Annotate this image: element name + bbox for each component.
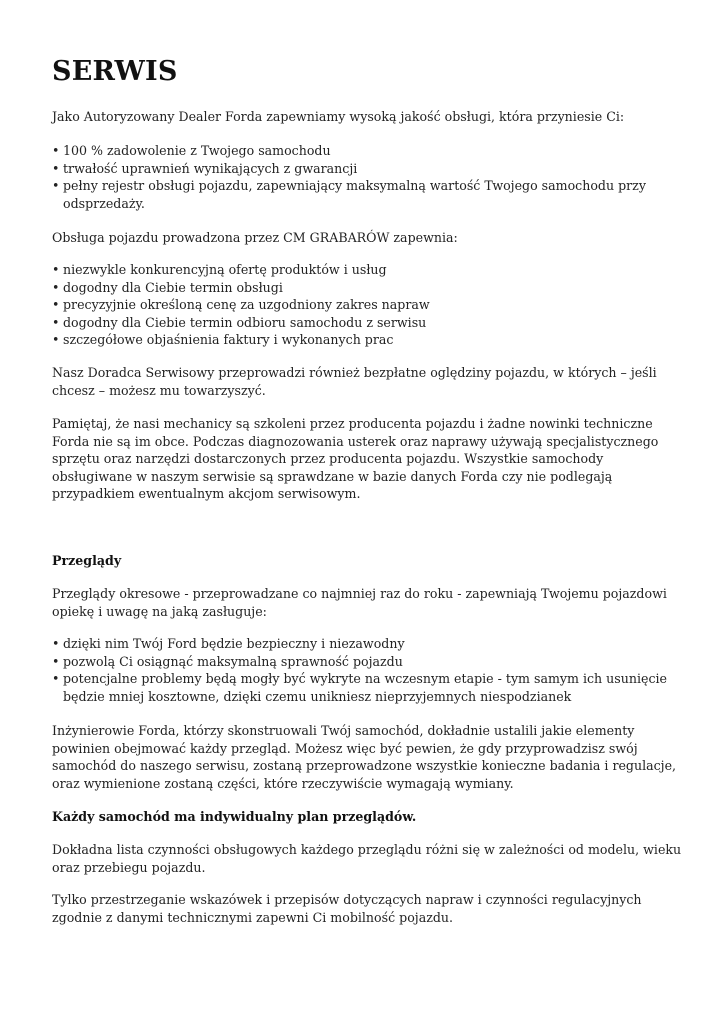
inspections-paragraph: Przeglądy okresowe - przeprowadzane co najmniej raz do roku - zapewniają Twojemu pojazdowi opiekę i uwagę na jaką zasługuje: — [52, 586, 667, 619]
bullet-icon: • — [52, 279, 60, 295]
list-item: • trwałość uprawnień wynikających z gwarancji — [52, 160, 358, 176]
bullet-icon: • — [52, 314, 60, 330]
bullet-icon: • — [52, 160, 60, 176]
mobility-paragraph: Tylko przestrzeganie wskazówek i przepisów dotyczących napraw i czynności regulacyjnych zgodnie z danymi technicznymi zapewni Ci mobilność pojazdu. — [52, 892, 642, 925]
list-item: • pełny rejestr obsługi pojazdu, zapewniający maksymalną wartość Twojego samochodu przy odsprzedaży. — [52, 178, 646, 211]
mechanics-paragraph: Pamiętaj, że nasi mechanicy są szkoleni przez producenta pojazdu i żadne nowinki techniczne Forda nie są im obce. Podczas diagnozowania usterek oraz naprawy używają specjalistycznego sprzętu oraz narzędzi dostarczonych przez producenta pojazdu. Wszystkie samochody obsługiwane w naszym serwisie są sprawdzane w bazie danych Forda czy nie podlegają przypadkiem ewentualnym akcjom serwisowym. — [52, 416, 659, 502]
bullet-icon: • — [52, 671, 60, 687]
bullet-icon: • — [52, 636, 60, 651]
bullet-icon: • — [52, 262, 60, 277]
benefits-list — [52, 142, 682, 212]
advisor-paragraph: Nasz Doradca Serwisowy przeprowadzi również bezpłatne oględziny pojazdu, w których – jeśli chcesz – możesz mu towarzyszyć. — [52, 365, 657, 398]
engineers-paragraph: Inżynierowie Forda, którzy skonstruowali Twój samochód, dokładnie ustalili jakie elementy powinien obejmować każdy przegląd. Możesz więc być pewien, że gdy przyprowadzisz swój samochód do naszego serwisu, zostaną przeprowadzone wszystkie konieczne badania i regulacje, oraz wymienione zostaną części, które rzeczywiście wymagają wymiany. — [52, 723, 677, 791]
list-item: • potencjalne problemy będą mogły być wykryte na wczesnym etapie - tym samym ich usunięcie będzie mniej kosztowne, dzięki czemu unikniesz nieprzyjemnych niespodzianek — [52, 671, 667, 704]
list-item: • dzięki nim Twój Ford będzie bezpieczny i niezawodny — [52, 636, 405, 651]
list-item: • dogodny dla Ciebie termin obsługi — [52, 279, 283, 295]
inspections-heading: Przeglądy — [52, 553, 122, 568]
service-paragraph: Obsługa pojazdu prowadzona przez CM GRABARÓW zapewnia: — [52, 230, 458, 245]
checklist-paragraph: Dokładna lista czynności obsługowych każdego przeglądu różni się w zależności od modelu, wieku oraz przebiegu pojazdu. — [52, 842, 682, 875]
inspections-list — [52, 635, 682, 705]
plan-heading: Każdy samochód ma indywidualny plan przeglądów. — [52, 809, 417, 824]
service-list — [52, 261, 682, 349]
list-item: • 100 % zadowolenie z Twojego samochodu — [52, 143, 331, 158]
list-item: • precyzyjnie określoną cenę za uzgodniony zakres napraw — [52, 297, 430, 313]
page-title: SERWIS — [52, 56, 178, 87]
bullet-icon: • — [52, 332, 60, 348]
list-item: • dogodny dla Ciebie termin odbioru samochodu z serwisu — [52, 314, 427, 330]
intro-paragraph: Jako Autoryzowany Dealer Forda zapewniamy wysoką jakość obsługi, która przyniesie Ci: — [52, 109, 625, 124]
bullet-icon: • — [52, 297, 60, 313]
list-item: • niezwykle konkurencyjną ofertę produktów i usług — [52, 262, 387, 277]
list-item: • szczegółowe objaśnienia faktury i wykonanych prac — [52, 332, 394, 348]
bullet-icon: • — [52, 653, 60, 669]
list-item: • pozwolą Ci osiągnąć maksymalną sprawność pojazdu — [52, 653, 403, 669]
bullet-icon: • — [52, 178, 60, 194]
bullet-icon: • — [52, 143, 60, 158]
